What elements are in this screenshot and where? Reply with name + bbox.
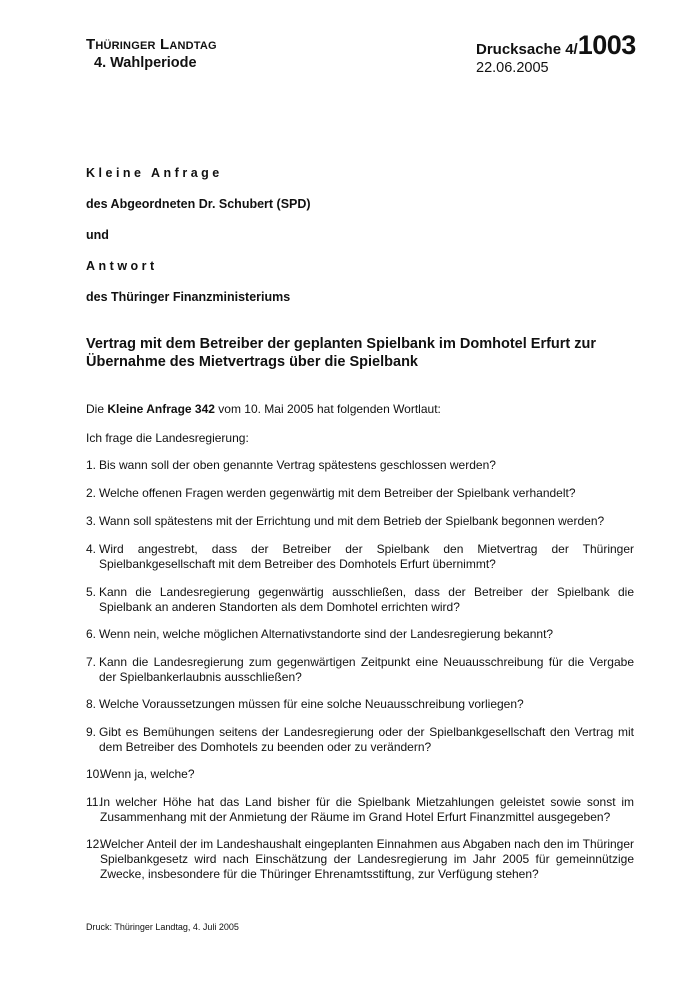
item-number: 8. (86, 697, 97, 711)
item-text: Welche Voraussetzungen müssen für eine solche Neuausschreibung vorliegen? (99, 697, 524, 711)
list-item (86, 795, 634, 825)
item-number: 3. (86, 514, 97, 528)
document-title: Vertrag mit dem Betreiber der geplanten Spielbank im Domhotel Erfurt zur Übernahme des Mietvertrags über die Spielbank (86, 336, 597, 370)
item-number: 9. (86, 725, 97, 739)
item-number: 10. (86, 767, 103, 781)
print-footer: Druck: Thüringer Landtag, 4. Juli 2005 (86, 922, 239, 932)
item-text: Gibt es Bemühungen seitens der Landesregierung oder der Spielbankgesellschaft den Vertrag mit dem Betreiber des Domhotels zu beenden oder zu verändern? (99, 725, 634, 754)
print-number: 1003 (577, 30, 636, 60)
list-item (86, 725, 634, 755)
issuer-block (86, 36, 217, 72)
document-date: 22.06.2005 (476, 60, 549, 76)
item-number: 4. (86, 542, 97, 556)
item-text: Wenn ja, welche? (100, 767, 195, 781)
heading-and: und (86, 228, 109, 242)
item-number: 11. (86, 795, 102, 809)
item-text: Kann die Landesregierung zum gegenwärtigen Zeitpunkt eine Neuausschreibung für die Vergabe der Spielbankerlaubnis ausschließen? (99, 655, 634, 684)
list-item (86, 767, 634, 782)
document-reference (476, 31, 636, 76)
intro-line-2: Ich frage die Landesregierung: (86, 431, 249, 445)
list-item (86, 655, 634, 685)
item-number: 12. (86, 837, 103, 851)
list-item (86, 486, 634, 501)
parliament-name: Thüringer Landtag (86, 36, 217, 53)
intro-pre: Die (86, 402, 108, 416)
item-text: Bis wann soll der oben genannte Vertrag spätestens geschlossen werden? (99, 458, 496, 472)
item-text: Welche offenen Fragen werden gegenwärtig mit dem Betreiber der Spielbank verhandelt? (99, 486, 576, 500)
item-number: 5. (86, 585, 97, 599)
intro-reference: Kleine Anfrage 342 (107, 402, 215, 416)
item-number: 7. (86, 655, 97, 669)
list-item (86, 458, 634, 473)
item-text: Welcher Anteil der im Landeshaushalt eingeplanten Einnahmen aus Abgaben nach den im Thüringer Spielbankgesetz wird nach Einschätzung der Landesregierung im Jahr 2005 für gemeinnützige Zwecke, insbesondere für die Thüringer Ehrenamtsstiftung, zur Verfügung stehen? (100, 837, 634, 881)
list-item (86, 627, 634, 642)
item-number: 1. (86, 458, 97, 472)
intro-line (86, 402, 441, 416)
list-item (86, 585, 634, 615)
heading-asker: des Abgeordneten Dr. Schubert (SPD) (86, 197, 311, 211)
list-item (86, 542, 634, 572)
item-number: 2. (86, 486, 97, 500)
intro-post: vom 10. Mai 2005 hat folgenden Wortlaut: (214, 402, 441, 416)
legislative-period: 4. Wahlperiode (94, 55, 197, 71)
heading-antwort: Antwort (86, 259, 158, 273)
item-number: 6. (86, 627, 97, 641)
item-text: In welcher Höhe hat das Land bisher für die Spielbank Mietzahlungen geleistet sowie sonst im Zusammenhang mit der Anmietung der Räume im Grand Hotel Erfurt Finanzmittel ausgegeben? (100, 795, 634, 824)
list-item (86, 697, 634, 712)
item-text: Wann soll spätestens mit der Errichtung und mit dem Betrieb der Spielbank begonnen werden? (99, 514, 605, 528)
item-text: Wenn nein, welche möglichen Alternativstandorte sind der Landesregierung bekannt? (99, 627, 554, 641)
print-prefix: Drucksache 4/ (476, 41, 578, 58)
heading-responder: des Thüringer Finanzministeriums (86, 290, 291, 304)
list-item (86, 837, 634, 882)
list-item (86, 514, 634, 529)
item-text: Kann die Landesregierung gegenwärtig ausschließen, dass der Betreiber der Spielbank die Spielbank an anderen Standorten als dem Domhotel errichten wird? (99, 585, 634, 614)
item-text: Wird angestrebt, dass der Betreiber der Spielbank den Mietvertrag der Thüringer Spielbankgesellschaft mit dem Betreiber des Domhotels Erfurt übernimmt? (99, 542, 634, 571)
heading-kleine-anfrage: Kleine Anfrage (86, 166, 223, 180)
